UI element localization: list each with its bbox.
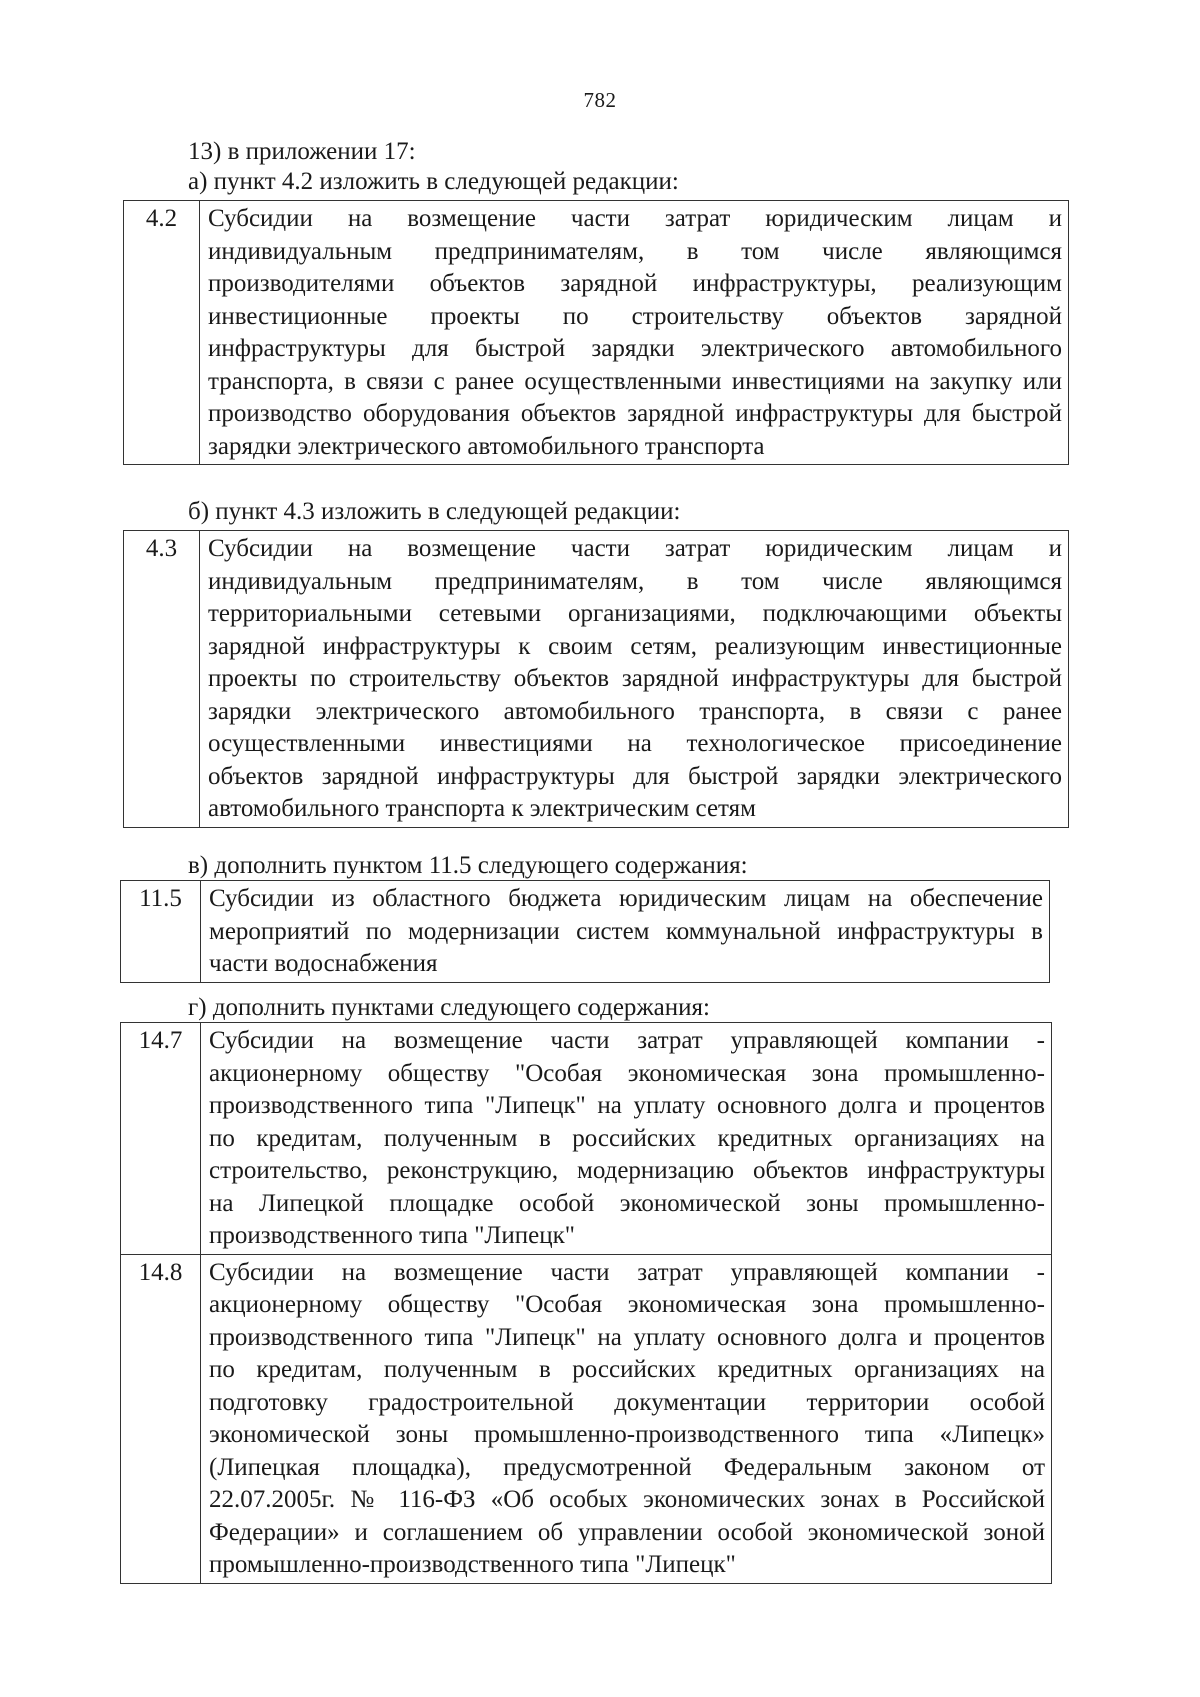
text-line: объектов зарядной инфраструктуры для быстрой зарядки электрического — [208, 762, 1062, 790]
text-line: Субсидии на возмещение части затрат управляющей компании - — [209, 1258, 1045, 1286]
text-line: зарядки электрического автомобильного транспорта, в связи с ранее — [208, 697, 1062, 725]
text-line: по кредитам, полученным в российских кредитных организациях на — [209, 1124, 1045, 1152]
item-number: 11.5 — [121, 881, 201, 983]
item-number: 4.3 — [124, 531, 200, 828]
section-heading-d: г) дополнить пунктами следующего содержания: — [188, 994, 710, 1021]
text-line: индивидуальным предпринимателям, в том числе являющимся — [208, 567, 1062, 595]
table-row — [121, 1254, 1052, 1583]
text-line: индивидуальным предпринимателям, в том числе являющимся — [208, 237, 1062, 265]
text-line: подготовку градостроительной документации территории особой — [209, 1388, 1045, 1416]
item-text — [201, 1023, 1052, 1255]
text-line: производителями объектов зарядной инфраструктуры, реализующим — [208, 270, 1062, 297]
item-text — [201, 881, 1050, 983]
item-number: 4.2 — [124, 201, 200, 465]
text-line: строительство, реконструкцию, модернизацию объектов инфраструктуры — [209, 1157, 1045, 1184]
amendment-table-4-3 — [123, 530, 1069, 828]
amendment-table-4-2 — [123, 200, 1069, 465]
text-line: осуществленными инвестициями на технологическое присоединение — [208, 730, 1062, 757]
text-line: экономической зоны промышленно-производственного типа «Липецк» — [209, 1421, 1045, 1448]
page-number: 782 — [583, 88, 617, 112]
section-heading-c: в) дополнить пунктом 11.5 следующего содержания: — [188, 852, 748, 879]
text-line: Федерации» и соглашением об управлении особой экономической зоной — [209, 1518, 1045, 1546]
text-line: Субсидии на возмещение части затрат юридическим лицам и — [208, 205, 1062, 232]
table-row — [121, 881, 1050, 983]
text-line: инфраструктуры для быстрой зарядки электрического автомобильного — [208, 335, 1062, 362]
table-row — [124, 201, 1069, 465]
item-text — [201, 1254, 1052, 1583]
intro-line: 13) в приложении 17: — [188, 138, 416, 165]
text-line: проекты по строительству объектов зарядной инфраструктуры для быстрой — [208, 665, 1062, 692]
item-number: 14.7 — [121, 1023, 201, 1255]
item-number: 14.8 — [121, 1254, 201, 1583]
text-line: зарядной инфраструктуры к своим сетям, реализующим инвестиционные — [208, 632, 1062, 660]
text-line: акционерному обществу "Особая экономическая зона промышленно- — [209, 1291, 1045, 1318]
text-line: мероприятий по модернизации систем коммунальной инфраструктуры в — [209, 917, 1043, 945]
text-line: производственного типа "Липецк" на уплату основного долга и процентов — [209, 1323, 1045, 1351]
amendment-table-14 — [120, 1022, 1052, 1584]
text-line: части водоснабжения — [209, 950, 438, 977]
text-line: автомобильного транспорта к электрическим сетям — [208, 795, 756, 822]
section-heading-a: а) пункт 4.2 изложить в следующей редакции: — [188, 168, 679, 195]
text-line: транспорта, в связи с ранее осуществленными инвестициями на закупку или — [208, 367, 1062, 395]
text-line: по кредитам, полученным в российских кредитных организациях на — [209, 1356, 1045, 1383]
text-line: промышленно-производственного типа "Липецк" — [209, 1551, 736, 1578]
text-line: Субсидии на возмещение части затрат юридическим лицам и — [208, 535, 1062, 562]
text-line: производственного типа "Липецк" — [209, 1222, 575, 1249]
text-line: зарядки электрического автомобильного транспорта — [208, 432, 765, 460]
text-line: инвестиционные проекты по строительству объектов зарядной — [208, 302, 1062, 330]
table-row — [121, 1023, 1052, 1255]
amendment-table-11-5 — [120, 880, 1050, 983]
text-line: Субсидии из областного бюджета юридическим лицам на обеспечение — [209, 885, 1043, 912]
text-line: (Липецкая площадка), предусмотренной Федеральным законом от — [209, 1453, 1045, 1481]
section-heading-b: б) пункт 4.3 изложить в следующей редакции: — [188, 498, 681, 525]
text-line: территориальными сетевыми организациями, подключающими объекты — [208, 600, 1062, 627]
text-line: Субсидии на возмещение части затрат управляющей компании - — [209, 1027, 1045, 1054]
text-line: производство оборудования объектов зарядной инфраструктуры для быстрой — [208, 400, 1062, 427]
text-line: на Липецкой площадке особой экономической зоны промышленно- — [209, 1189, 1045, 1217]
text-line: 22.07.2005г. № 116-ФЗ «Об особых экономических зонах в Российской — [209, 1486, 1045, 1513]
item-text — [200, 201, 1069, 465]
table-row — [124, 531, 1069, 828]
text-line: акционерному обществу "Особая экономическая зона промышленно- — [209, 1059, 1045, 1087]
item-text — [200, 531, 1069, 828]
text-line: производственного типа "Липецк" на уплату основного долга и процентов — [209, 1092, 1045, 1119]
